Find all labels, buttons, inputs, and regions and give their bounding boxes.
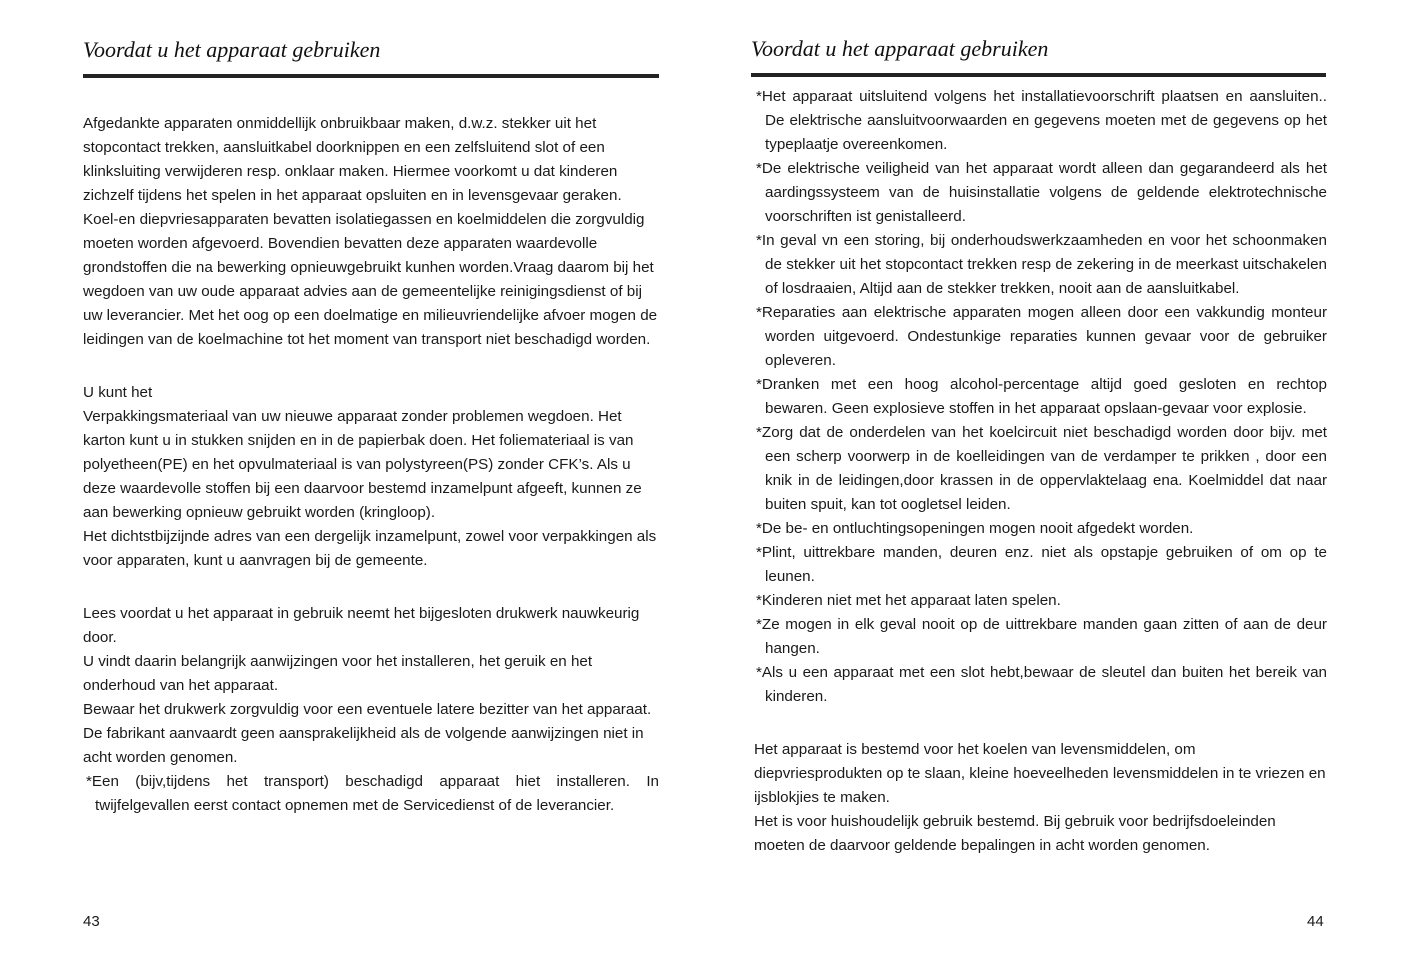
spacer	[754, 709, 1327, 738]
paragraph-read-manual: Lees voordat u het apparaat in gebruik neemt het bijgesloten drukwerk nauwkeurig door.	[83, 605, 640, 646]
right-page-header: Voordat u het apparaat gebruiken	[751, 36, 1049, 61]
paragraph-u-kunt-het: U kunt het	[83, 384, 153, 401]
bullet-alcohol: *Dranken met een hoog alcohol-percentage altijd goed gesloten en rechtop bewaren. Geen explosieve stoffen in het apparaat opslaan-gevaar voor explosie.	[756, 376, 1327, 417]
bullet-electrical-safety: *De elektrische veiligheid van het apparaat wordt alleen dan gegarandeerd als het aardingssysteem van de huisinstallatie volgens de geldende elektrotechnische voorschriften ist genistalleerd.	[756, 160, 1327, 225]
bullet-children: *Kinderen niet met het apparaat laten spelen.	[756, 592, 1061, 609]
right-header-rule	[751, 73, 1326, 77]
paragraph-liability: De fabrikant aanvaardt geen aansprakelijkheid als de volgende aanwijzingen niet in acht worden genomen.	[83, 725, 644, 766]
spacer	[83, 573, 659, 602]
paragraph-refrigerants: Koel-en diepvriesapparaten bevatten isolatiegassen en koelmiddelen die zorgvuldig moeten worden afgevoerd. Bovendien bevatten deze apparaten waardevolle grondstoffen die na bewerking opnieuwgebruikt kunhen worden.Vraag daarom bij het wegdoen van uw oude apparaat advies aan de gemeentelijke reinigingsdienst of bij uw leverancier. Met het oog op een doelmatige en milieuvriendelijke afvoer mogen de leidingen van de koelmachine tot het moment van transport niet beschadigd worden.	[83, 211, 658, 348]
paragraph-intended-use: Het apparaat is bestemd voor het koelen van levensmiddelen, om diepvriesprodukten op te slaan, kleine hoeveelheden levensmiddelen in te vriezen en ijsblokjies te maken.	[754, 741, 1326, 806]
right-page-body	[754, 85, 1327, 858]
paragraph-collection-point: Het dichtstbijzijnde adres van een dergelijk inzamelpunt, zowel voor verpakkingen als voor apparaten, kunt u aanvragen bij de gemeente.	[83, 528, 657, 569]
page-number-right: 44	[1307, 913, 1324, 930]
left-page-header: Voordat u het apparaat gebruiken	[83, 37, 381, 62]
bullet-plinth: *Plint, uittrekbare manden, deuren enz. niet als opstapje gebruiken of om op te leunen.	[756, 544, 1327, 585]
bullet-lock-key: *Als u een apparaat met een slot hebt,bewaar de sleutel dan buiten het bereik van kinderen.	[756, 664, 1327, 705]
spacer	[83, 352, 659, 381]
right-page	[701, 0, 1402, 954]
page-number-left: 43	[83, 913, 100, 930]
bullet-damaged-appliance: *Een (bijv,tijdens het transport) beschadigd apparaat hiet installeren. In twijfelgevallen eerst contact opnemen met de Servicedienst of de leverancier.	[86, 773, 659, 814]
bullet-repairs: *Reparaties aan elektrische apparaten mogen alleen door een vakkundig monteur worden uitgevoerd. Ondestunkige reparaties kunnen gevaar voor de gebruiker opleveren.	[756, 304, 1327, 369]
left-header-rule	[83, 74, 659, 78]
bullet-cooling-circuit: *Zorg dat de onderdelen van het koelcircuit niet beschadigd worden door bijv. met een scherp voorwerp in de koelleidingen van de verdamper te prikken , door een knik in de leidingen,door krassen in de oppervlaktelaag ena. Koelmiddel dat naar buiten spuit, kan tot oogletsel leiden.	[756, 424, 1327, 513]
bullet-baskets: *Ze mogen in elk geval nooit op de uittrekbare manden gaan zitten of aan de deur hangen.	[756, 616, 1327, 657]
paragraph-packaging: Verpakkingsmateriaal van uw nieuwe apparaat zonder problemen wegdoen. Het karton kunt u in stukken snijden en in de papierbak doen. Het foliemateriaal is van polyetheen(PE) en het opvulmateriaal is van polystyreen(PS) zonder CFK’s. Als u deze waardevolle stoffen bij een daarvoor bestemd inzamelpunt afgeeft, kunnen ze aan bewerking opnieuw gebruikt worden (kringloop).	[83, 408, 642, 521]
bullet-malfunction: *In geval vn een storing, bij onderhoudswerkzaamheden en voor het schoonmaken de stekker uit het stopcontact trekken resp de zekering in de meerkast uitschakelen of losdraaien, Altijd aan de stekker trekken, nooit aan de aansluitkabel.	[756, 232, 1327, 297]
paragraph-disposal: Afgedankte apparaten onmiddellijk onbruikbaar maken, d.w.z. stekker uit het stopcontact trekken, aansluitkabel doorknippen en een zelfsluitend slot of een klinksluiting verwijderen resp. onklaar maken. Hiermee voorkomt u dat kinderen zichzelf tijdens het spelen in het apparaat opsluiten en in levensgevaar geraken.	[83, 115, 622, 204]
bullet-ventilation: *De be- en ontluchtingsopeningen mogen nooit afgedekt worden.	[756, 520, 1194, 537]
paragraph-keep-manual: Bewaar het drukwerk zorgvuldig voor een eventuele latere bezitter van het apparaat.	[83, 701, 652, 718]
paragraph-instructions: U vindt daarin belangrijk aanwijzingen voor het installeren, het geruik en het onderhoud van het apparaat.	[83, 653, 593, 694]
left-page-body	[83, 112, 659, 818]
bullet-installation: *Het apparaat uitsluitend volgens het installatievoorschrift plaatsen en aansluiten.. De elektrische aansluitvoorwaarden en gegevens moeten met de gegevens op het typeplaatje overeenkomen.	[756, 88, 1327, 153]
paragraph-household-use: Het is voor huishoudelijk gebruik bestemd. Bij gebruik voor bedrijfsdoeleinden moeten de daarvoor geldende bepalingen in acht worden genomen.	[754, 813, 1276, 854]
